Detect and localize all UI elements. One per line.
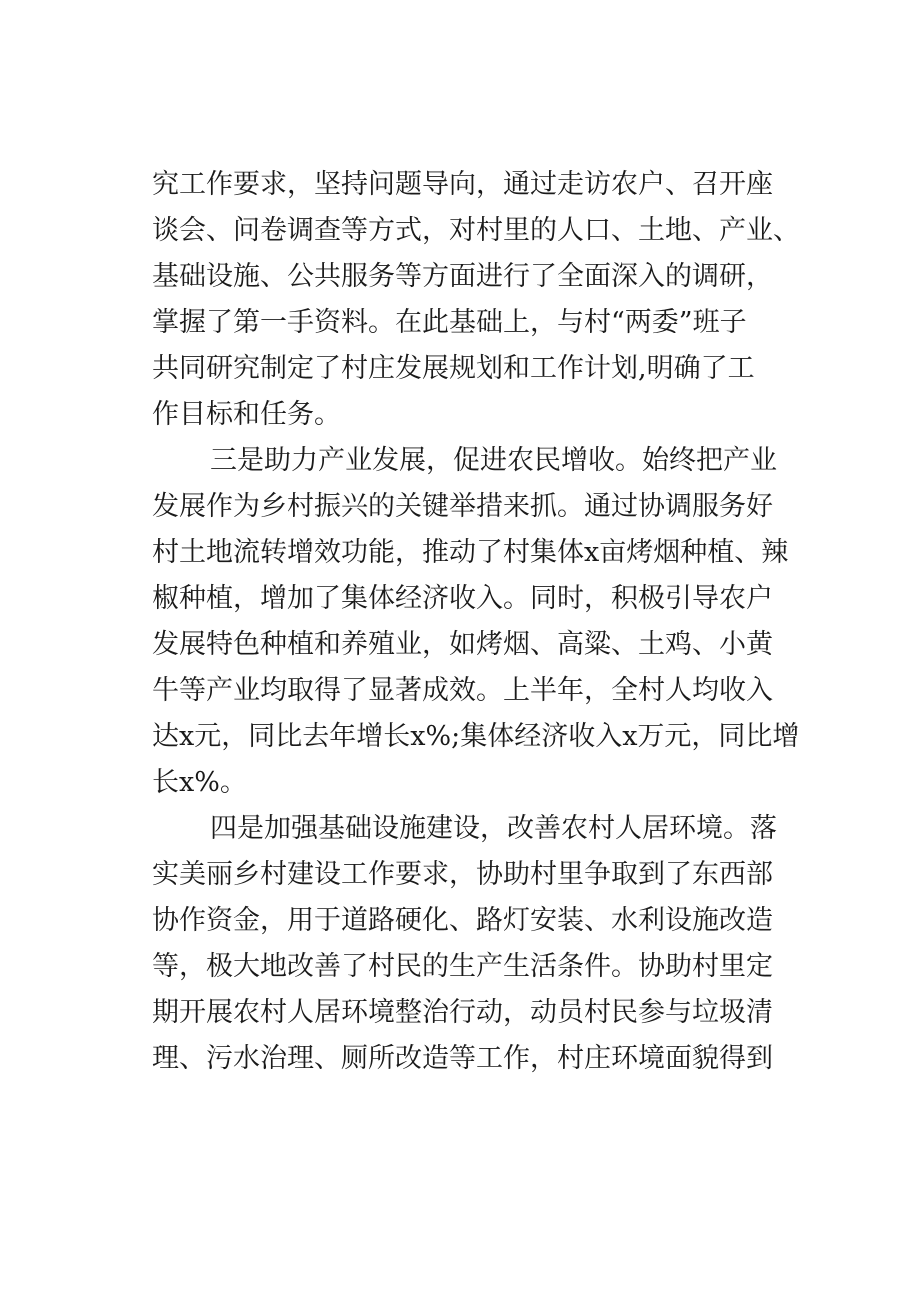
- text-line: 等，极大地改善了村民的生产生活条件。协助村里定: [152, 951, 773, 982]
- text-line: 作目标和任务。: [152, 399, 341, 430]
- text-line: 发展特色种植和养殖业，如烤烟、高粱、土鸡、小黄: [152, 629, 773, 660]
- text-line: 协作资金，用于道路硬化、路灯安装、水利设施改造: [152, 905, 773, 936]
- text-line: 村土地流转增效功能，推动了村集体x亩烤烟种植、辣: [152, 537, 789, 568]
- paragraph-1: [152, 162, 800, 438]
- paragraph-2: [152, 438, 800, 806]
- text-line: 长x%。: [152, 767, 247, 798]
- text-line: 期开展农村人居环境整治行动，动员村民参与垃圾清: [152, 997, 773, 1028]
- text-line: 共同研究制定了村庄发展规划和工作计划,明确了工: [152, 353, 755, 384]
- document-body: [152, 162, 800, 1082]
- text-line: 牛等产业均取得了显著成效。上半年，全村人均收入: [152, 675, 773, 706]
- paragraph-3: [152, 806, 777, 1082]
- text-line: 基础设施、公共服务等方面进行了全面深入的调研，: [152, 261, 773, 292]
- text-line: 四是加强基础设施建设，改善农村人居环境。落: [210, 813, 777, 844]
- text-line: 掌握了第一手资料。在此基础上，与村“两委”班子: [152, 307, 747, 338]
- text-line: 发展作为乡村振兴的关键举措来抓。通过协调服务好: [152, 491, 773, 522]
- text-line: 究工作要求，坚持问题导向，通过走访农户、召开座: [152, 169, 773, 200]
- text-line: 三是助力产业发展，促进农民增收。始终把产业: [210, 445, 777, 476]
- text-line: 实美丽乡村建设工作要求，协助村里争取到了东西部: [152, 859, 773, 890]
- text-line: 椒种植，增加了集体经济收入。同时，积极引导农户: [152, 583, 773, 614]
- text-line: 谈会、问卷调查等方式，对村里的人口、土地、产业、: [152, 215, 800, 246]
- text-line: 理、污水治理、厕所改造等工作，村庄环境面貌得到: [152, 1043, 773, 1074]
- text-line: 达x元，同比去年增长x%;集体经济收入x万元，同比增: [152, 721, 800, 752]
